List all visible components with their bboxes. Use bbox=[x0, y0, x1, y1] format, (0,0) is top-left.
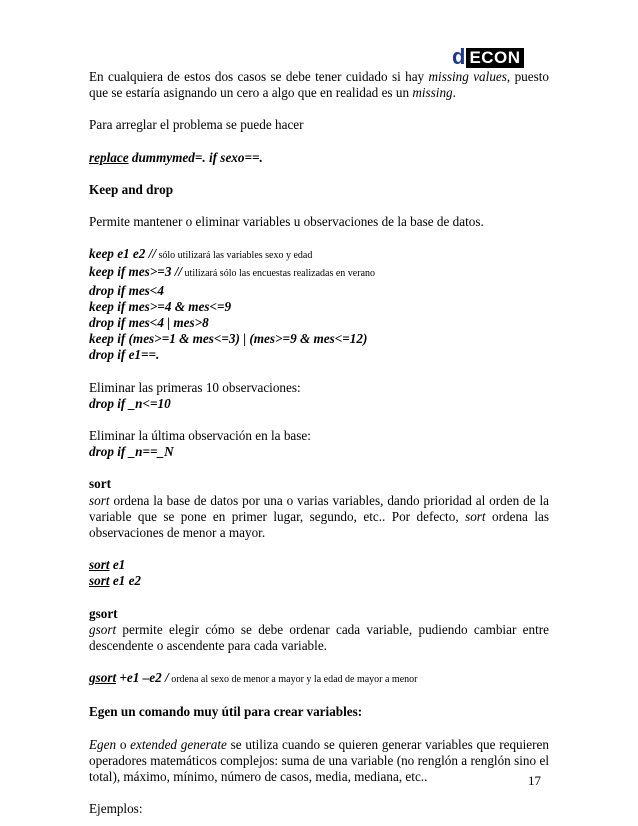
drop-command-7: drop if e1==. bbox=[89, 347, 160, 363]
sort-example-1: sort e1 bbox=[89, 557, 126, 573]
sort-description: sort ordena la base de datos por una o varias variables, dando prioridad al orden de la variable que se pone en primer lugar, segundo, etc.. Por defecto, sort ordena las observaciones de menor a mayor. bbox=[89, 492, 549, 541]
heading-egen: Egen un comando muy útil para crear variables: bbox=[89, 704, 363, 720]
decon-logo bbox=[452, 46, 524, 68]
keep-command-6: keep if (mes>=1 & mes<=3) | (mes>=9 & mes<=12) bbox=[89, 331, 368, 347]
heading-gsort: gsort bbox=[89, 605, 118, 621]
gsort-example: gsort +e1 –e2 / ordena al sexo de menor a mayor y la edad de mayor a menor bbox=[89, 670, 418, 686]
page-content bbox=[89, 69, 549, 818]
keep-drop-description: Permite mantener o eliminar variables u observaciones de la base de datos. bbox=[89, 214, 484, 230]
drop-command-5: drop if mes<4 | mes>8 bbox=[89, 315, 209, 331]
drop-command-3: drop if mes<4 bbox=[89, 282, 164, 298]
heading-sort: sort bbox=[89, 476, 111, 492]
paragraph-fix: Para arreglar el problema se puede hacer bbox=[89, 117, 304, 133]
keep-command-2: keep if mes>=3 // utilizará sólo las encuestas realizadas en verano bbox=[89, 264, 376, 280]
eliminate-first-command: drop if _n<=10 bbox=[89, 395, 171, 411]
page-number: 17 bbox=[528, 773, 541, 788]
egen-description: Egen o extended generate se utiliza cuando se quieren generar variables que requieren operadores matemáticos complejos: suma de una variable (no renglón a renglón sino el total), máximo, mínimo, número de casos, media, mediana, etc.. bbox=[89, 736, 550, 785]
gsort-description: gsort permite elegir cómo se debe ordenar cada variable, pudiendo cambiar entre descendente o ascendente para cada variable. bbox=[89, 621, 549, 654]
logo-letter: d bbox=[452, 44, 466, 69]
keep-command-4: keep if mes>=4 & mes<=9 bbox=[89, 298, 232, 314]
eliminate-last-label: Eliminar la última observación en la base: bbox=[89, 428, 311, 444]
eliminate-last-command: drop if _n==_N bbox=[89, 444, 174, 460]
paragraph-missing-values: En cualquiera de estos dos casos se debe tener cuidado si hay missing values, puesto que se estaría asignando un cero a algo que en realidad es un missing. bbox=[89, 69, 550, 101]
heading-keep-drop: Keep and drop bbox=[89, 181, 174, 197]
logo-word: ECON bbox=[466, 48, 524, 68]
eliminate-first-label: Eliminar las primeras 10 observaciones: bbox=[89, 379, 301, 395]
keep-command-1: keep e1 e2 // sólo utilizará las variables sexo y edad bbox=[89, 246, 313, 262]
sort-example-2: sort e1 e2 bbox=[89, 573, 142, 589]
replace-command: replace dummymed=. if sexo==. bbox=[89, 149, 263, 165]
examples-label: Ejemplos: bbox=[89, 801, 143, 817]
